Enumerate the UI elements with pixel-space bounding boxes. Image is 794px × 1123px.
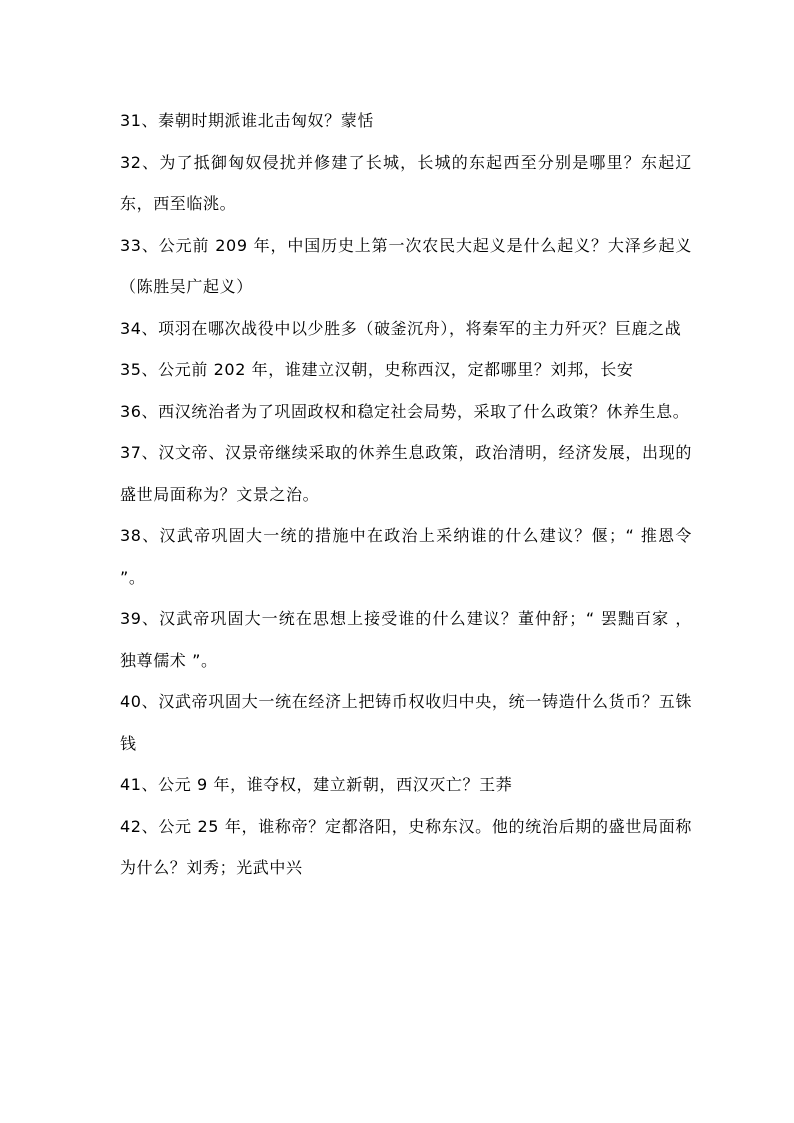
qa-item-33: 33、公元前 209 年，中国历史上第一次农民大起义是什么起义？大泽乡起义（陈胜吴广起义） [120,235,692,296]
qa-item-40: 40、汉武帝巩固大一统在经济上把铸币权收归中央，统一铸造什么货币？五铢钱 [120,692,692,753]
qa-item-37: 37、汉文帝、汉景帝继续采取的休养生息政策，政治清明，经济发展，出现的盛世局面称为？文景之治。 [120,443,692,504]
qa-item-34: 34、项羽在哪次战役中以少胜多（破釜沉舟），将秦军的主力歼灭？巨鹿之战 [120,318,682,338]
qa-item-36: 36、西汉统治者为了巩固政权和稳定社会局势，采取了什么政策？休养生息。 [120,401,690,421]
qa-item-42: 42、公元 25 年，谁称帝？定都洛阳，史称东汉。他的统治后期的盛世局面称为什么？刘秀；光武中兴 [120,816,692,877]
qa-item-38: 38、汉武帝巩固大一统的措施中在政治上采纳谁的什么建议？偃；“ 推恩令 ”。 [120,526,692,587]
qa-item-32: 32、为了抵御匈奴侵扰并修建了长城，长城的东起西至分别是哪里？东起辽东，西至临洮。 [120,152,692,213]
qa-item-31: 31、秦朝时期派谁北击匈奴？蒙恬 [120,111,374,130]
qa-item-35: 35、公元前 202 年，谁建立汉朝，史称西汉，定都哪里？刘邦，长安 [120,360,634,379]
qa-item-41: 41、公元 9 年，谁夺权，建立新朝，西汉灭亡？王莽 [120,775,513,794]
qa-item-39: 39、汉武帝巩固大一统在思想上接受谁的什么建议？董仲舒；“ 罢黜百家 ，独尊儒术 ”。 [120,609,692,670]
qa-list [120,100,692,889]
